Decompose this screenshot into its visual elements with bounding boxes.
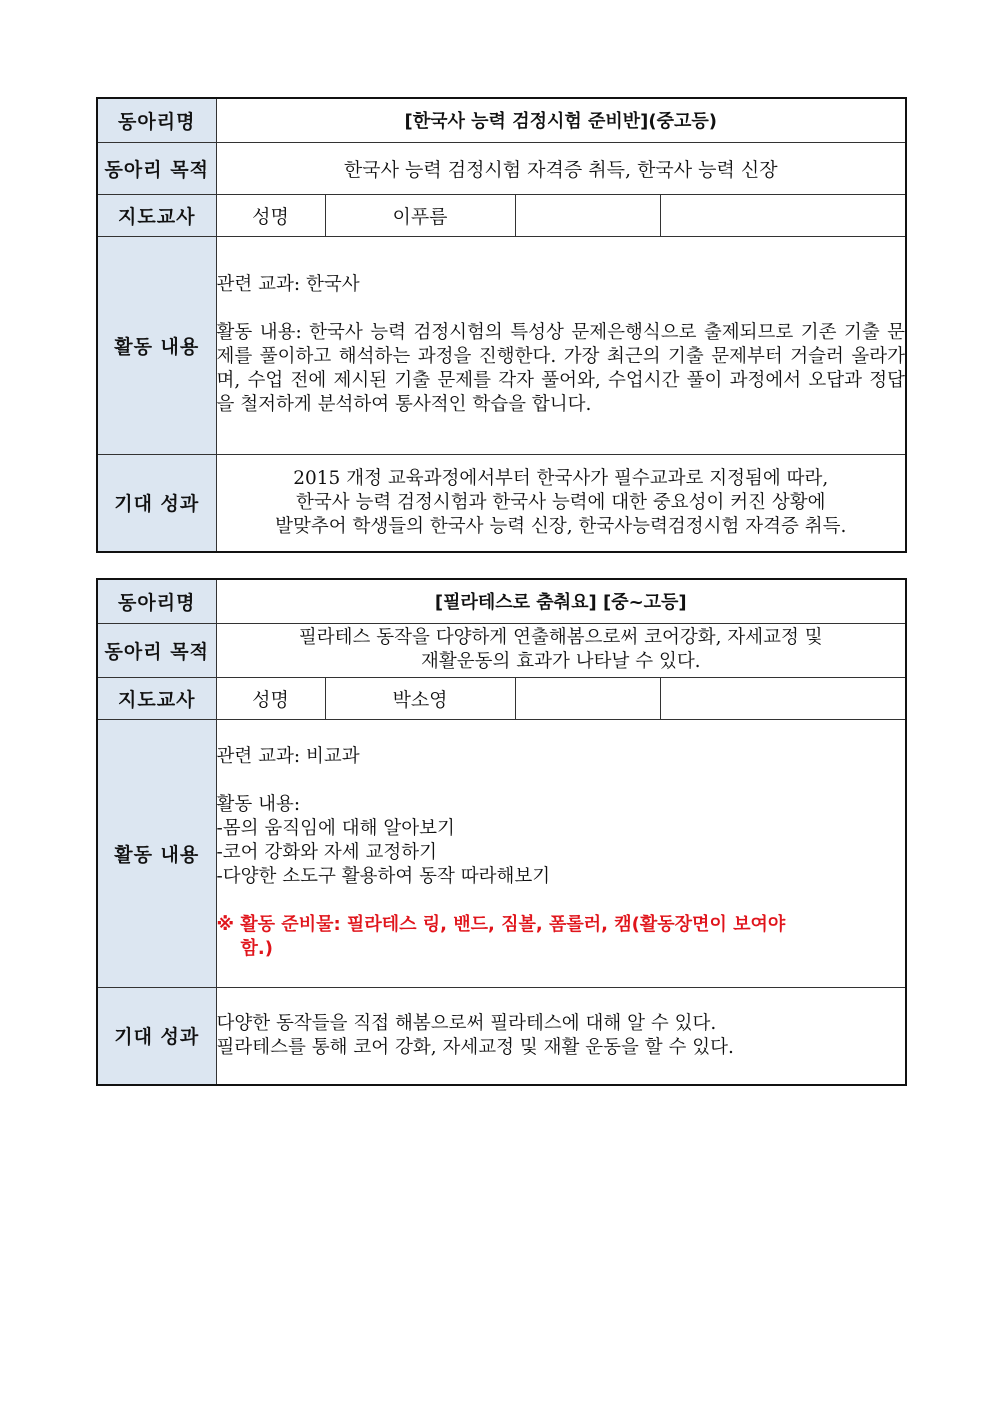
activity-content: [216, 719, 906, 987]
empty-cell: [515, 194, 660, 236]
advisor-name-value: 박소영: [325, 677, 515, 719]
activity-description: 활동 내용: 한국사 능력 검정시험의 특성상 문제은행식으로 출제되므로 기존 기출 문제를 풀이하고 해석하는 과정을 진행한다. 가장 최근의 기출 문제부터 거슬러 올라가며, 수업 전에 제시된 기출 문제를 각자 풀어와, 수업시간 풀이 과정에서 오답과 정답을 철저하게 분석하여 통사적인 학습을 합니다.: [216, 322, 906, 415]
empty-cell: [660, 194, 906, 236]
club-name-value: [필라테스로 춤춰요] [중~고등]: [216, 579, 906, 623]
expected-line: 다양한 동작들을 직접 해봄으로써 필라테스에 대해 알 수 있다.: [216, 1012, 717, 1034]
club-purpose-label: 동아리 목적: [97, 142, 216, 194]
expected-label: 기대 성과: [97, 987, 216, 1085]
club-table-pilates: [96, 578, 907, 1086]
club-purpose-value: 한국사 능력 검정시험 자격증 취득, 한국사 능력 신장: [216, 142, 906, 194]
materials-note: ※ 활동 준비물: 필라테스 링, 밴드, 짐볼, 폼롤러, 캠(활동장면이 보여야: [216, 914, 786, 935]
club-name-label: 동아리명: [97, 98, 216, 142]
club-purpose-value: [216, 623, 906, 677]
advisor-label: 지도교사: [97, 194, 216, 236]
club-purpose-label: 동아리 목적: [97, 623, 216, 677]
expected-line: 필라테스를 통해 코어 강화, 자세교정 및 재활 운동을 할 수 있다.: [216, 1036, 734, 1058]
empty-cell: [660, 677, 906, 719]
club-table-korean-history: [96, 97, 907, 553]
expected-content: [216, 987, 906, 1085]
advisor-name-field-label: 성명: [216, 677, 325, 719]
club-name-label: 동아리명: [97, 579, 216, 623]
activity-item: -몸의 움직임에 대해 알아보기: [216, 818, 455, 839]
purpose-line: 재활운동의 효과가 나타날 수 있다.: [420, 651, 701, 672]
expected-line: 발맞추어 학생들의 한국사 능력 신장, 한국사능력검정시험 자격증 취득.: [275, 515, 847, 537]
club-name-value: [한국사 능력 검정시험 준비반](중고등): [216, 98, 906, 142]
activity-content: [216, 236, 906, 454]
related-subject: 관련 교과: 비교과: [216, 746, 360, 767]
advisor-label: 지도교사: [97, 677, 216, 719]
expected-line: 한국사 능력 검정시험과 한국사 능력에 대한 중요성이 커진 상황에: [295, 491, 826, 513]
related-subject: 관련 교과: 한국사: [216, 274, 360, 295]
advisor-name-value: 이푸름: [325, 194, 515, 236]
activity-heading: 활동 내용:: [216, 794, 301, 815]
activity-item: -다양한 소도구 활용하여 동작 따라해보기: [216, 866, 551, 887]
purpose-line: 필라테스 동작을 다양하게 연출해봄으로써 코어강화, 자세교정 및: [298, 627, 823, 648]
advisor-name-field-label: 성명: [216, 194, 325, 236]
activity-item: -코어 강화와 자세 교정하기: [216, 842, 437, 863]
activity-label: 활동 내용: [97, 719, 216, 987]
expected-line: 2015 개정 교육과정에서부터 한국사가 필수교과로 지정됨에 따라,: [293, 467, 829, 489]
materials-note-continued: 함.): [240, 938, 273, 959]
activity-label: 활동 내용: [97, 236, 216, 454]
expected-label: 기대 성과: [97, 454, 216, 552]
expected-content: [216, 454, 906, 552]
empty-cell: [515, 677, 660, 719]
